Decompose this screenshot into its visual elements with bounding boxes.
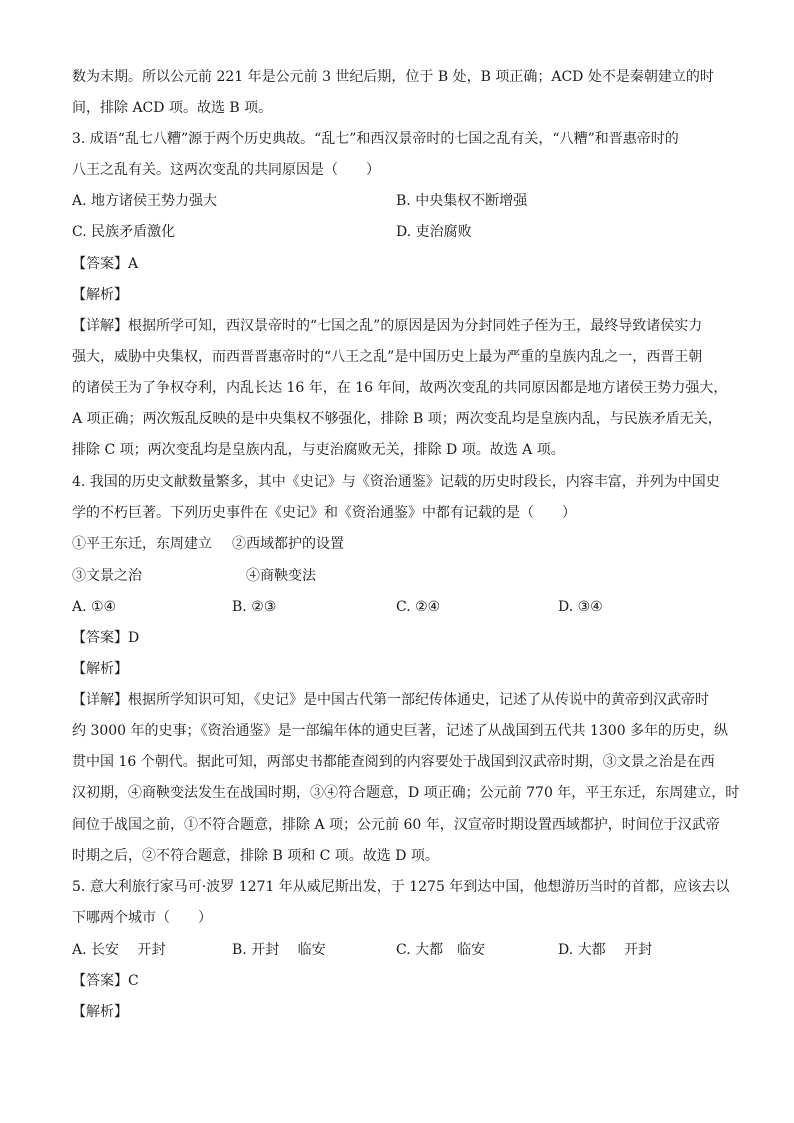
q4-item-1: ①平王东迁，东周建立 — [72, 536, 212, 552]
q4-item-2: ②西域都护的设置 — [232, 536, 344, 552]
q4-item-4: ④商鞅变法 — [246, 568, 316, 584]
q4-detail-line-6: 时期之后，②不符合题意，排除 B 项和 C 项。故选 D 项。 — [72, 848, 439, 864]
q3-detail-line-5: 排除 C 项；两次变乱均是皇族内乱，与吏治腐败无关，排除 D 项。故选 A 项。 — [72, 442, 565, 458]
q5-option-a: A. 长安 开封 — [72, 942, 166, 958]
q3-analysis-label: 【解析】 — [72, 287, 128, 303]
q3-answer: 【答案】A — [72, 256, 139, 272]
q3-detail-line-3: 的诸侯王为了争权夺利，内乱长达 16 年，在 16 年间，故两次变乱的共同原因都是地方诸侯王势力强大， — [72, 380, 728, 396]
q4-detail-line-3: 贯中国 16 个朝代。据此可知，两部史书都能查阅到的内容要处于战国到汉武帝时期，③文景之治是在西 — [72, 754, 715, 770]
q4-option-a: A. ①④ — [72, 599, 117, 615]
q4-stem-line-1: 4. 我国的历史文献数量繁多，其中《史记》与《资治通鉴》记载的历史时段长，内容丰富，并列为中国史 — [72, 474, 720, 490]
q4-detail-line-1: 【详解】根据所学知识可知，《史记》是中国古代第一部纪传体通史，记述了从传说中的黄帝到汉武帝时 — [72, 692, 709, 708]
q4-detail-line-4: 汉初期，④商鞅变法发生在战国时期，③④符合题意，D 项正确；公元前 770 年，平王东迁，东周建立，时 — [72, 785, 740, 801]
intro-line-1: 数为末期。所以公元前 221 年是公元前 3 世纪后期，位于 B 处，B 项正确；ACD 处不是秦朝建立的时 — [72, 69, 714, 85]
q4-option-d: D. ③④ — [558, 599, 603, 615]
q3-stem-line-1: 3. 成语“乱七八糟”源于两个历史典故。“乱七”和西汉景帝时的七国之乱有关，“八糟”和晋惠帝时的 — [72, 131, 679, 147]
q4-analysis-label: 【解析】 — [72, 661, 128, 677]
q4-option-c: C. ②④ — [396, 599, 441, 615]
intro-line-2: 间，排除 ACD 项。故选 B 项。 — [72, 100, 273, 116]
q5-analysis-label: 【解析】 — [72, 1004, 128, 1020]
q4-option-b: B. ②③ — [232, 599, 277, 615]
q5-option-c: C. 大都 临安 — [396, 942, 486, 958]
q4-detail-line-2: 约 3000 年的史事；《资治通鉴》是一部编年体的通史巨著，记述了从战国到五代共 1300 多年的历史，纵 — [72, 723, 729, 739]
q5-option-b: B. 开封 临安 — [232, 942, 326, 958]
q3-option-a: A. 地方诸侯王势力强大 — [72, 193, 218, 209]
q3-detail-line-2: 强大，威胁中央集权，而西晋晋惠帝时的“八王之乱”是中国历史上最为严重的皇族内乱之一，西晋王朝 — [72, 349, 703, 365]
q4-item-3: ③文景之治 — [72, 568, 142, 584]
q3-option-b: B. 中央集权不断增强 — [396, 193, 528, 209]
q5-answer: 【答案】C — [72, 973, 139, 989]
q4-stem-line-2: 学的不朽巨著。下列历史事件在《史记》和《资治通鉴》中都有记载的是（ ） — [72, 505, 576, 521]
q5-stem-line-1: 5. 意大利旅行家马可·波罗 1271 年从威尼斯出发，于 1275 年到达中国，他想游历当时的首都，应该去以 — [72, 879, 730, 895]
q5-stem-line-2: 下哪两个城市（ ） — [72, 910, 212, 926]
q3-option-d: D. 吏治腐败 — [396, 224, 472, 240]
q4-detail-line-5: 间位于战国之前，①不符合题意，排除 A 项；公元前 60 年，汉宣帝时期设置西域都护，时间位于汉武帝 — [72, 817, 720, 833]
q3-stem-line-2: 八王之乱有关。这两次变乱的共同原因是（ ） — [72, 162, 380, 178]
q5-option-d: D. 大都 开封 — [558, 942, 653, 958]
q4-answer: 【答案】D — [72, 630, 140, 646]
q3-detail-line-4: A 项正确；两次叛乱反映的是中央集权不够强化，排除 B 项；两次变乱均是皇族内乱，与民族矛盾无关， — [72, 411, 722, 427]
q3-detail-line-1: 【详解】根据所学可知，西汉景帝时的“七国之乱”的原因是因为分封同姓子侄为王，最终导致诸侯实力 — [72, 318, 703, 334]
q3-option-c: C. 民族矛盾激化 — [72, 224, 176, 240]
